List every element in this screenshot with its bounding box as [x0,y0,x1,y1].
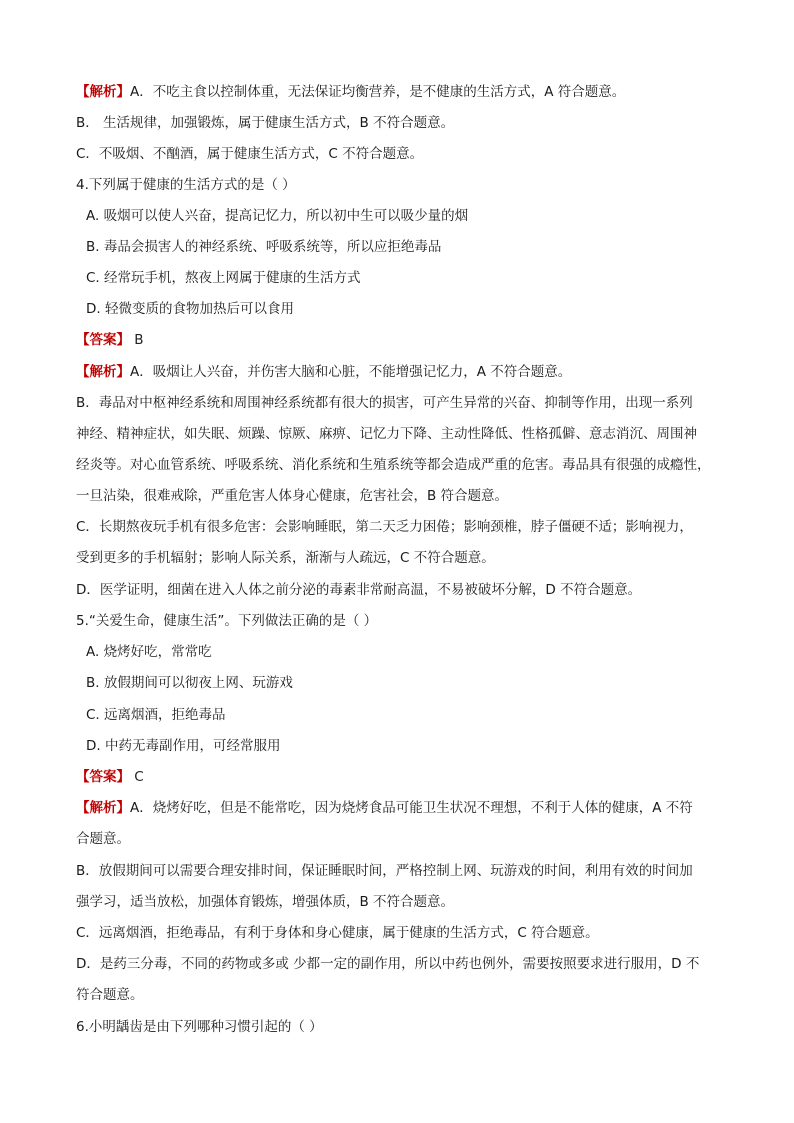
analysis-tag: 【解析】 [76,364,130,380]
q4-analysis-line: 经炎等。对心血管系统、呼吸系统、消化系统和生殖系统等都会造成严重的危害。毒品具有很强的成瘾性， [76,457,711,473]
q5-analysis-line: 符合题意。 [76,987,144,1003]
analysis-text: A．烧烤好吃，但是不能常吃，因为烧烤食品可能卫生状况不理想，不利于人体的健康，A 不符 [130,800,693,816]
q5-analysis-line: 合题意。 [76,831,130,847]
analysis-line [76,81,625,103]
analysis-tag: 【解析】 [76,800,130,816]
analysis-line: C．不吸烟、不酗酒，属于健康生活方式，C 不符合题意。 [76,146,424,162]
analysis-tag: 【解析】 [76,84,130,100]
answer-tag: 【答案】 [76,769,130,785]
q4-analysis-line [76,361,571,383]
q5-option-c: C. 远离烟酒，拒绝毒品 [86,707,226,723]
q4-option-d: D. 轻微变质的食物加热后可以食用 [86,301,294,317]
answer-tag: 【答案】 [76,332,130,348]
q5-answer-line [76,766,144,788]
q4-option-c: C. 经常玩手机，熬夜上网属于健康的生活方式 [86,270,361,286]
q5-analysis-line: C．远离烟酒，拒绝毒品，有利于身体和身心健康，属于健康的生活方式，C 符合题意。 [76,925,599,941]
question-4-title: 4.下列属于健康的生活方式的是（ ） [76,177,296,193]
analysis-line: B． 生活规律，加强锻炼，属于健康生活方式，B 不符合题意。 [76,115,455,131]
q5-analysis-line [76,797,693,819]
q4-answer-value: B [130,332,144,348]
q5-option-a: A. 烧烤好吃，常常吃 [86,644,212,660]
q4-analysis-line: 受到更多的手机辐射；影响人际关系，渐渐与人疏远，C 不符合题意。 [76,550,495,566]
q5-analysis-line: 强学习，适当放松，加强体育锻炼，增强体质，B 不符合题意。 [76,894,455,910]
q4-analysis-line: D．医学证明，细菌在进入人体之前分泌的毒素非常耐高温，不易被破坏分解，D 不符合题意。 [76,582,642,598]
analysis-text: A．不吃主食以控制体重，无法保证均衡营养，是不健康的生活方式，A 符合题意。 [130,84,626,100]
q4-option-b: B. 毒品会损害人的神经系统、呼吸系统等，所以应拒绝毒品 [86,239,442,255]
q4-analysis-line: B．毒品对中枢神经系统和周围神经系统都有很大的损害，可产生异常的兴奋、抑制等作用，出现一系列 [76,395,693,411]
q5-option-b: B. 放假期间可以彻夜上网、玩游戏 [86,675,293,691]
question-6-title: 6.小明龋齿是由下列哪种习惯引起的（ ） [76,1019,323,1035]
q4-answer-line [76,329,144,351]
q4-analysis-line: C．长期熬夜玩手机有很多危害：会影响睡眠，第二天乏力困倦；影响颈椎，脖子僵硬不适；影响视力， [76,519,693,535]
q4-option-a: A. 吸烟可以使人兴奋，提高记忆力，所以初中生可以吸少量的烟 [86,208,469,224]
analysis-text: A．吸烟让人兴奋，并伤害大脑和心脏，不能增强记忆力，A 不符合题意。 [130,364,572,380]
q5-analysis-line: B．放假期间可以需要合理安排时间，保证睡眠时间，严格控制上网、玩游戏的时间，利用有效的时间加 [76,863,693,879]
q5-option-d: D. 中药无毒副作用，可经常服用 [86,738,281,754]
q4-analysis-line: 一旦沾染，很难戒除，严重危害人体身心健康，危害社会，B 符合题意。 [76,488,509,504]
q4-analysis-line: 神经、精神症状，如失眠、烦躁、惊厥、麻痹、记忆力下降、主动性降低、性格孤僻、意志消沉、周围神 [76,426,697,442]
question-5-title: 5.“关爱生命，健康生活”。下列做法正确的是（ ） [76,613,378,629]
q5-answer-value: C [130,769,144,785]
q5-analysis-line: D．是药三分毒，不同的药物或多或 少都一定的副作用，所以中药也例外，需要按照要求进行服用，D 不 [76,956,700,972]
